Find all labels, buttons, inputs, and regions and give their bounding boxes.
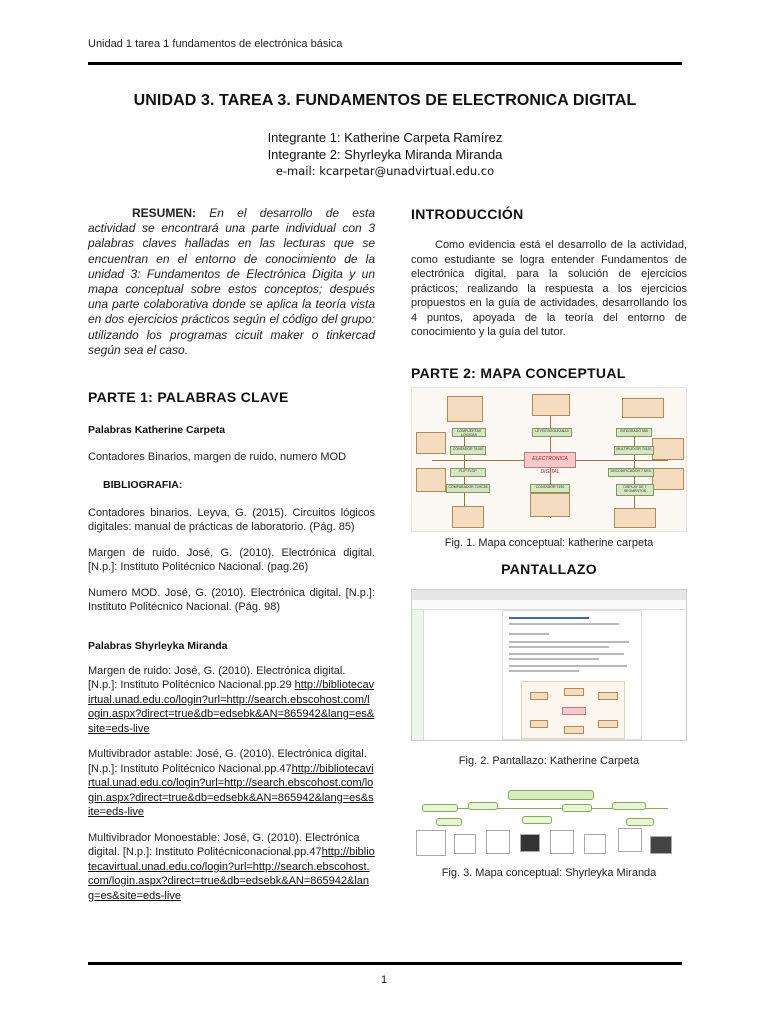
- mind-map-node: [422, 804, 458, 812]
- reference-link[interactable]: http://bibliotecavirtual.unad.edu.co/login?url=http://search.ebscohost.com/login.aspx?direct=true&db=edsebk&AN=865942&lang=es&site=eds-live: [88, 846, 375, 902]
- concept-node: LEYES BOOLEANAS: [532, 428, 572, 437]
- browser-bar: [412, 590, 686, 600]
- concept-note: [530, 493, 570, 517]
- diagram-thumbnail: [584, 834, 606, 854]
- running-header: Unidad 1 tarea 1 fundamentos de electrónica básica: [88, 38, 343, 50]
- site-header-bar: [412, 600, 686, 610]
- concept-note: [652, 468, 684, 490]
- concept-node: INTEGRADO 555: [616, 428, 652, 437]
- page-number: 1: [380, 974, 388, 986]
- reference-item: [88, 664, 375, 737]
- part1-heading: PARTE 1: PALABRAS CLAVE: [88, 389, 289, 406]
- reference-item: Numero MOD. José, G. (2010). Electrónica digital. [N.p.]: Instituto Politécnico Nacional. (Pág. 98): [88, 586, 375, 614]
- concept-node: DISPLAY DE 7 SEGMENTOS: [616, 484, 654, 496]
- intro-paragraph: Como evidencia está el desarrollo de la actividad, como estudiante se logra entender Fundamentos de electrónica digital, para la solución de ejercicios prácticos; realizando la respuesta a los ejercicios propuestos en la guía de actividades, desarrollando los 4 puntos, apoyada de la teoría del entorno de conocimiento y la guía del tutor.: [411, 239, 687, 338]
- component-thumbnail: [520, 834, 540, 852]
- footer-rule: [88, 962, 682, 965]
- figure-1-caption: Fig. 1. Mapa conceptual: katherine carpeta: [444, 536, 654, 549]
- concept-node: COMPARADOR 74HC85: [446, 484, 490, 493]
- text-line: [509, 641, 629, 643]
- abstract: [88, 206, 375, 358]
- reference-text: Multivibrador astable: José, G. (2010). Electrónica digital. [N.p.]: Instituto Politécnico Nacional.pp.47: [88, 748, 367, 775]
- katherine-keywords: Contadores Binarios, margen de ruido, numero MOD: [88, 451, 347, 464]
- reference-item: [88, 831, 375, 904]
- concept-node: FLIP FLOP: [450, 468, 486, 477]
- author-1: Integrante 1: Katherine Carpeta Ramírez: [267, 130, 503, 145]
- intro-heading: INTRODUCCIÓN: [411, 206, 524, 222]
- mind-map-figure: [411, 785, 687, 877]
- embedded-concept-map: [521, 681, 625, 739]
- component-thumbnail: [650, 836, 672, 854]
- concept-node: MULTIPLEXOR 74151: [614, 446, 654, 455]
- concept-node: COMPUERTAS LÓGICAS: [452, 428, 486, 437]
- diagram-thumbnail: [454, 834, 476, 854]
- text-line: [509, 653, 624, 655]
- text-line: [509, 658, 599, 660]
- concept-node: CONTADOR 74190: [450, 446, 486, 455]
- concept-center-node: ELECTRONICA DIGITAL: [524, 452, 576, 468]
- concept-note: [416, 432, 446, 454]
- concept-note: [416, 468, 446, 492]
- concept-map-figure: [411, 387, 687, 532]
- author-email: e-mail: kcarpetar@unadvirtual.edu.co: [275, 164, 495, 178]
- screenshot-figure: [411, 589, 687, 741]
- text-line: [509, 633, 549, 635]
- mind-map-node: [626, 818, 654, 826]
- mind-map-node: [562, 804, 592, 812]
- text-line: [509, 646, 609, 648]
- bibliography-heading: BIBLIOGRAFIA:: [103, 478, 183, 491]
- concept-note: [452, 506, 484, 528]
- screenshot-post-panel: [502, 610, 642, 740]
- concept-node: DECODIFICADOR 7 SEG: [608, 468, 654, 477]
- reference-link[interactable]: http://bibliotecavirtual.unad.edu.co/login?url=http://search.ebscohost.com/login.aspx?direct=true&db=edsebk&AN=865942&lang=es&site=eds-live: [88, 762, 374, 819]
- abstract-text: En el desarrollo de esta actividad se encontrará una parte individual con 3 palabras claves halladas en las lecturas que se encuentran en el entorno de conocimiento de la unidad 3: Fundamentos de Electrónica Digita y un mapa conceptual sobre estos conceptos; después una parte colaborativa donde se aplica la teoría vista en dos ejercicios prácticos según el código del grupo: utilizando los programas cicuit maker o tinkercad según sea el caso.: [88, 206, 375, 357]
- right-column: [411, 206, 687, 879]
- document-title: UNIDAD 3. TAREA 3. FUNDAMENTOS DE ELECTRONICA DIGITAL: [133, 92, 637, 109]
- mind-map-node: [612, 802, 646, 810]
- concept-note: [614, 508, 656, 528]
- header-rule: [88, 62, 682, 65]
- part2-heading: PARTE 2: MAPA CONCEPTUAL: [411, 364, 626, 381]
- diagram-thumbnail: [486, 830, 510, 854]
- mind-map-node: [468, 802, 498, 810]
- abstract-label: RESUMEN:: [132, 206, 197, 220]
- reference-text: Multivibrador Monoestable: José, G. (2010). Electrónica digital. [N.p.]: Instituto Politécniconacional.pp.47: [88, 831, 360, 859]
- text-line: [509, 617, 589, 619]
- author-2: Integrante 2: Shyrleyka Miranda Miranda: [267, 147, 503, 162]
- figure-2-caption: Fig. 2. Pantallazo: Katherine Carpeta: [458, 754, 640, 767]
- mind-map-root: [508, 790, 594, 800]
- mind-map-node: [522, 816, 552, 824]
- concept-note: [447, 396, 483, 422]
- text-line: [509, 670, 579, 672]
- screenshot-heading: PANTALLAZO: [501, 560, 597, 577]
- figure-3-caption: Fig. 3. Mapa conceptual: Shyrleyka Miranda: [441, 866, 657, 879]
- diagram-thumbnail: [618, 828, 642, 852]
- authors-block: [88, 129, 682, 180]
- reference-link[interactable]: http://bibliotecavirtual.unad.edu.co/login?url=http://search.ebscohost.com/login.aspx?direct=true&db=edsebk&AN=865942&lang=es&site=eds-live: [88, 679, 375, 735]
- concept-note: [622, 398, 664, 418]
- diagram-thumbnail: [550, 830, 574, 854]
- text-line: [509, 665, 627, 667]
- left-column: [88, 206, 375, 903]
- reference-item: [88, 747, 375, 820]
- reference-text: Margen de ruido: José, G. (2010). Electrónica digital. [N.p.]: Instituto Politécnico Nacional.pp.29: [88, 664, 346, 692]
- concept-note: [652, 438, 684, 460]
- text-line: [509, 623, 619, 625]
- katherine-heading: Palabras Katherine Carpeta: [88, 424, 226, 437]
- shyrleyka-heading: Palabras Shyrleyka Miranda: [88, 639, 228, 652]
- mind-map-node: [436, 818, 462, 826]
- reference-item: Contadores binarios. Leyva, G. (2015). Circuitos lógicos digitales: manual de prácticas de laboratorio. (Pág. 85): [88, 506, 375, 534]
- concept-node: CONTADOR 7490: [530, 484, 570, 493]
- diagram-thumbnail: [416, 830, 446, 856]
- screenshot-sidebar: [412, 610, 424, 740]
- reference-item: Margen de ruido. José, G. (2010). Electrónica digital. [N.p.]: Instituto Politécnico Nacional. (pag.26): [88, 546, 375, 574]
- concept-note: [532, 394, 570, 416]
